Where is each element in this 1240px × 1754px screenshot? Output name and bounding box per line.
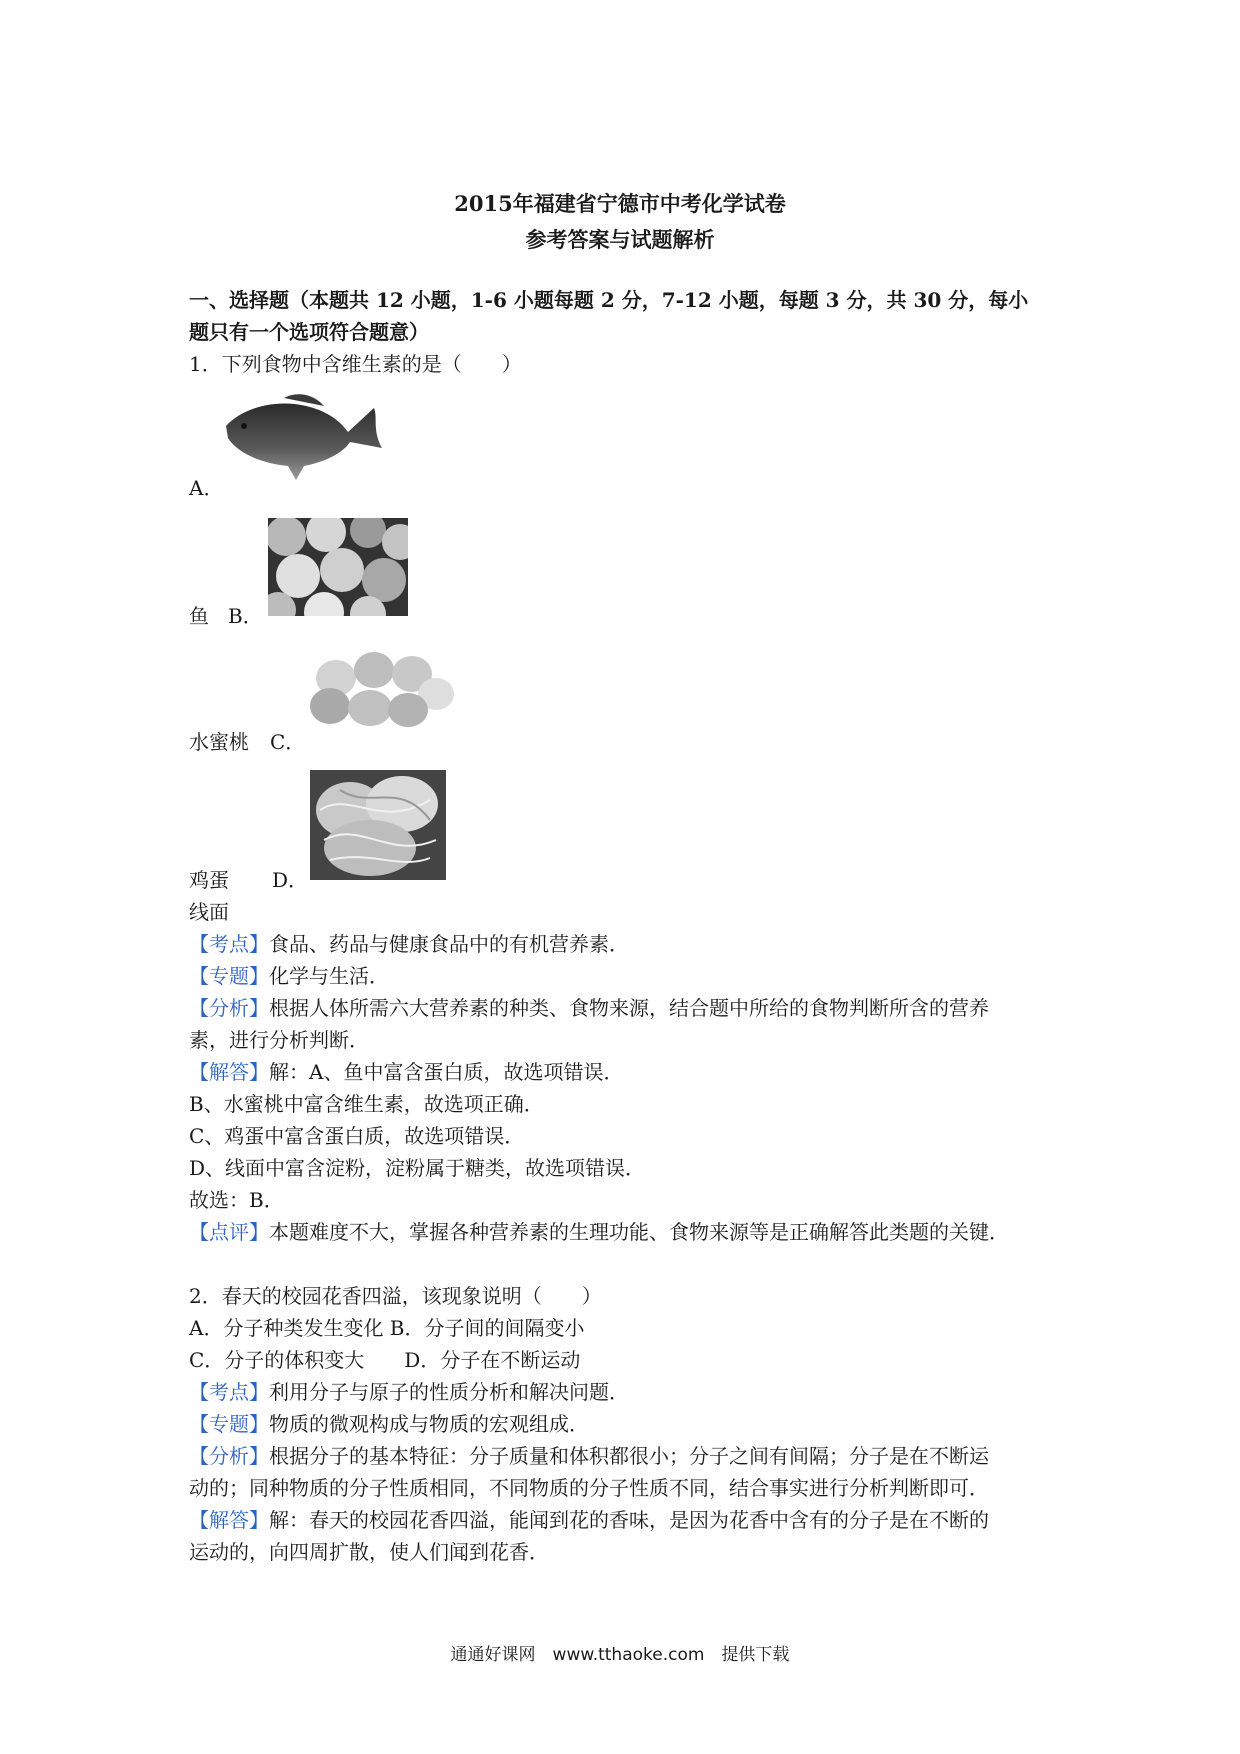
- kaodian-text: 食品、药品与健康食品中的有机营养素．: [269, 932, 629, 956]
- option-a-letter: A．: [189, 476, 224, 500]
- q1-answer: 故选：B．: [189, 1188, 284, 1212]
- q1-jieda: [189, 1056, 623, 1085]
- q1-jieda-line2: B、水蜜桃中富含维生素，故选项正确．: [189, 1092, 544, 1116]
- q1-stem: 1．下列食物中含维生素的是（ ）: [189, 352, 522, 376]
- fenxi-text: 根据分子的基本特征：分子质量和体积都很小；分子之间有间隔；分子是在不断运: [269, 1444, 989, 1468]
- option-c-letter: C．: [270, 730, 306, 754]
- kaodian-text: 利用分子与原子的性质分析和解决问题．: [269, 1380, 629, 1404]
- option-a-name: 鱼: [189, 604, 209, 628]
- page-title: 2015年福建省宁德市中考化学试卷: [454, 191, 786, 216]
- section-heading-line1: 一、选择题（本题共 12 小题，1-6 小题每题 2 分，7-12 小题，每题 3 分，共 30 分，每小: [189, 288, 1029, 312]
- q1-zhuanti: [189, 960, 389, 989]
- option-c-name: 鸡蛋: [189, 868, 229, 892]
- q1-jieda-line3: C、鸡蛋中富含蛋白质，故选项错误．: [189, 1124, 525, 1148]
- zhuanti-text: 物质的微观构成与物质的宏观组成．: [269, 1412, 589, 1436]
- option-d-name: 线面: [189, 900, 229, 924]
- q1-fenxi: [189, 992, 989, 1021]
- q2-options-line1: A．分子种类发生变化 B．分子间的间隔变小: [189, 1316, 585, 1340]
- footer-source: 通通好课网 www.tthaoke.com 提供下载: [450, 1645, 790, 1665]
- jieda-tag: 【解答】: [189, 1060, 269, 1084]
- peaches-photo-icon: [268, 518, 408, 616]
- fenxi-tag: 【分析】: [189, 996, 269, 1020]
- option-d-letter: D．: [272, 868, 309, 892]
- jieda-tag: 【解答】: [189, 1508, 269, 1532]
- zhuanti-text: 化学与生活．: [269, 964, 389, 988]
- eggs-photo-icon: [306, 648, 456, 732]
- zhuanti-tag: 【专题】: [189, 964, 269, 988]
- q2-jieda-line2: 运动的，向四周扩散，使人们闻到花香．: [189, 1540, 549, 1564]
- q1-jieda-line4: D、线面中富含淀粉，淀粉属于糖类，故选项错误．: [189, 1156, 646, 1180]
- fenxi-tag: 【分析】: [189, 1444, 269, 1468]
- section-heading-line2: 题只有一个选项符合题意）: [189, 320, 429, 344]
- zhuanti-tag: 【专题】: [189, 1412, 269, 1436]
- q2-kaodian: [189, 1376, 629, 1405]
- option-b-letter: B．: [228, 604, 263, 628]
- q1-kaodian: [189, 928, 629, 957]
- q2-fenxi: [189, 1440, 989, 1469]
- q1-dianping: [189, 1216, 1009, 1245]
- fish-photo-icon: [224, 388, 384, 488]
- kaodian-tag: 【考点】: [189, 932, 269, 956]
- dianping-text: 本题难度不大，掌握各种营养素的生理功能、食物来源等是正确解答此类题的关键．: [269, 1220, 1009, 1244]
- option-b-name: 水蜜桃: [189, 730, 249, 754]
- q2-zhuanti: [189, 1408, 589, 1437]
- dianping-tag: 【点评】: [189, 1220, 269, 1244]
- fenxi-text: 根据人体所需六大营养素的种类、食物来源，结合题中所给的食物判断所含的营养: [269, 996, 989, 1020]
- jieda-text: 解：A、鱼中富含蛋白质，故选项错误．: [269, 1060, 624, 1084]
- q2-fenxi-line2: 动的；同种物质的分子性质相同，不同物质的分子性质不同，结合事实进行分析判断即可．: [189, 1476, 989, 1500]
- page-subtitle: 参考答案与试题解析: [525, 227, 715, 252]
- noodles-photo-icon: [310, 770, 446, 880]
- q2-options-line2: C．分子的体积变大 D．分子在不断运动: [189, 1348, 581, 1372]
- q2-stem: 2．春天的校园花香四溢，该现象说明（ ）: [189, 1284, 602, 1308]
- jieda-text: 解：春天的校园花香四溢，能闻到花的香味，是因为花香中含有的分子是在不断的: [269, 1508, 989, 1532]
- kaodian-tag: 【考点】: [189, 1380, 269, 1404]
- q2-jieda: [189, 1504, 989, 1533]
- q1-fenxi-line2: 素，进行分析判断．: [189, 1028, 369, 1052]
